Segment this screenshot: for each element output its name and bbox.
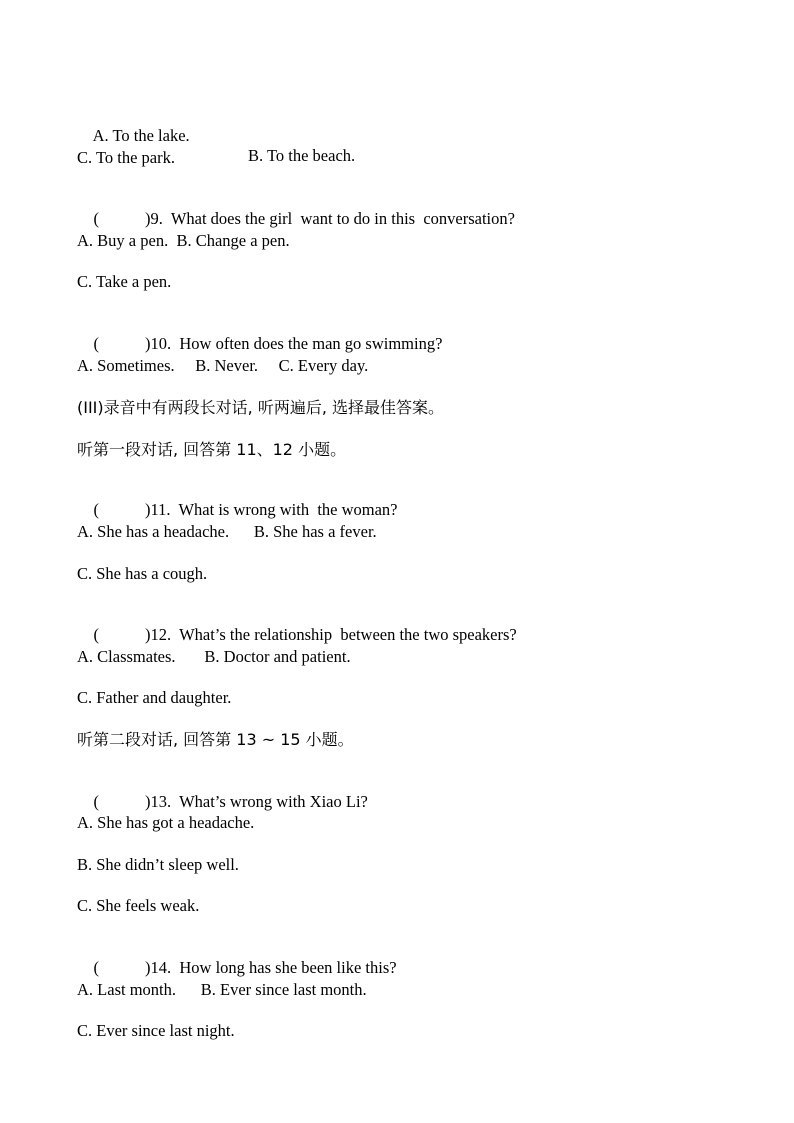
- q8-option-b: B. To the beach.: [248, 146, 356, 165]
- q11-paren: (: [93, 500, 99, 519]
- q12-stem: )12. What’s the relationship between the two speakers?: [145, 625, 517, 644]
- q11-option-c: C. She has a cough.: [77, 564, 208, 583]
- q14-options-ab: A. Last month. B. Ever since last month.: [77, 980, 367, 999]
- q10-options: A. Sometimes. B. Never. C. Every day.: [77, 356, 369, 375]
- q8-option-a: A. To the lake.: [92, 126, 190, 145]
- q12-options-ab: A. Classmates. B. Doctor and patient.: [77, 647, 351, 666]
- q12-option-c: C. Father and daughter.: [77, 688, 232, 707]
- q13-option-b: B. She didn’t sleep well.: [77, 855, 239, 874]
- q12-paren: (: [93, 625, 99, 644]
- q8-options-row: [77, 106, 356, 186]
- q10-paren: (: [93, 334, 99, 353]
- q13-paren: (: [93, 792, 99, 811]
- q9-stem: )9. What does the girl want to do in this conversation?: [145, 209, 515, 228]
- q9-options-ab: A. Buy a pen. B. Change a pen.: [77, 231, 290, 250]
- q11-stem: )11. What is wrong with the woman?: [145, 500, 398, 519]
- q11-options-ab: A. She has a headache. B. She has a fever.: [77, 522, 377, 541]
- q10-stem: )10. How often does the man go swimming?: [145, 334, 443, 353]
- q8-option-c: C. To the park.: [77, 148, 175, 167]
- q9-paren: (: [93, 209, 99, 228]
- section-3-heading: (III)录音中有两段长对话, 听两遍后, 选择最佳答案。: [77, 398, 444, 417]
- q14-stem: )14. How long has she been like this?: [145, 958, 397, 977]
- q13-stem: )13. What’s wrong with Xiao Li?: [145, 792, 368, 811]
- q13-option-a: A. She has got a headache.: [77, 813, 255, 832]
- q9-option-c: C. Take a pen.: [77, 272, 172, 291]
- q14-paren: (: [93, 958, 99, 977]
- dialog-2-intro: 听第二段对话, 回答第 13 ~ 15 小题。: [77, 730, 354, 749]
- q13-option-c: C. She feels weak.: [77, 896, 200, 915]
- dialog-1-intro: 听第一段对话, 回答第 11、12 小题。: [77, 440, 347, 459]
- q14-option-c: C. Ever since last night.: [77, 1021, 235, 1040]
